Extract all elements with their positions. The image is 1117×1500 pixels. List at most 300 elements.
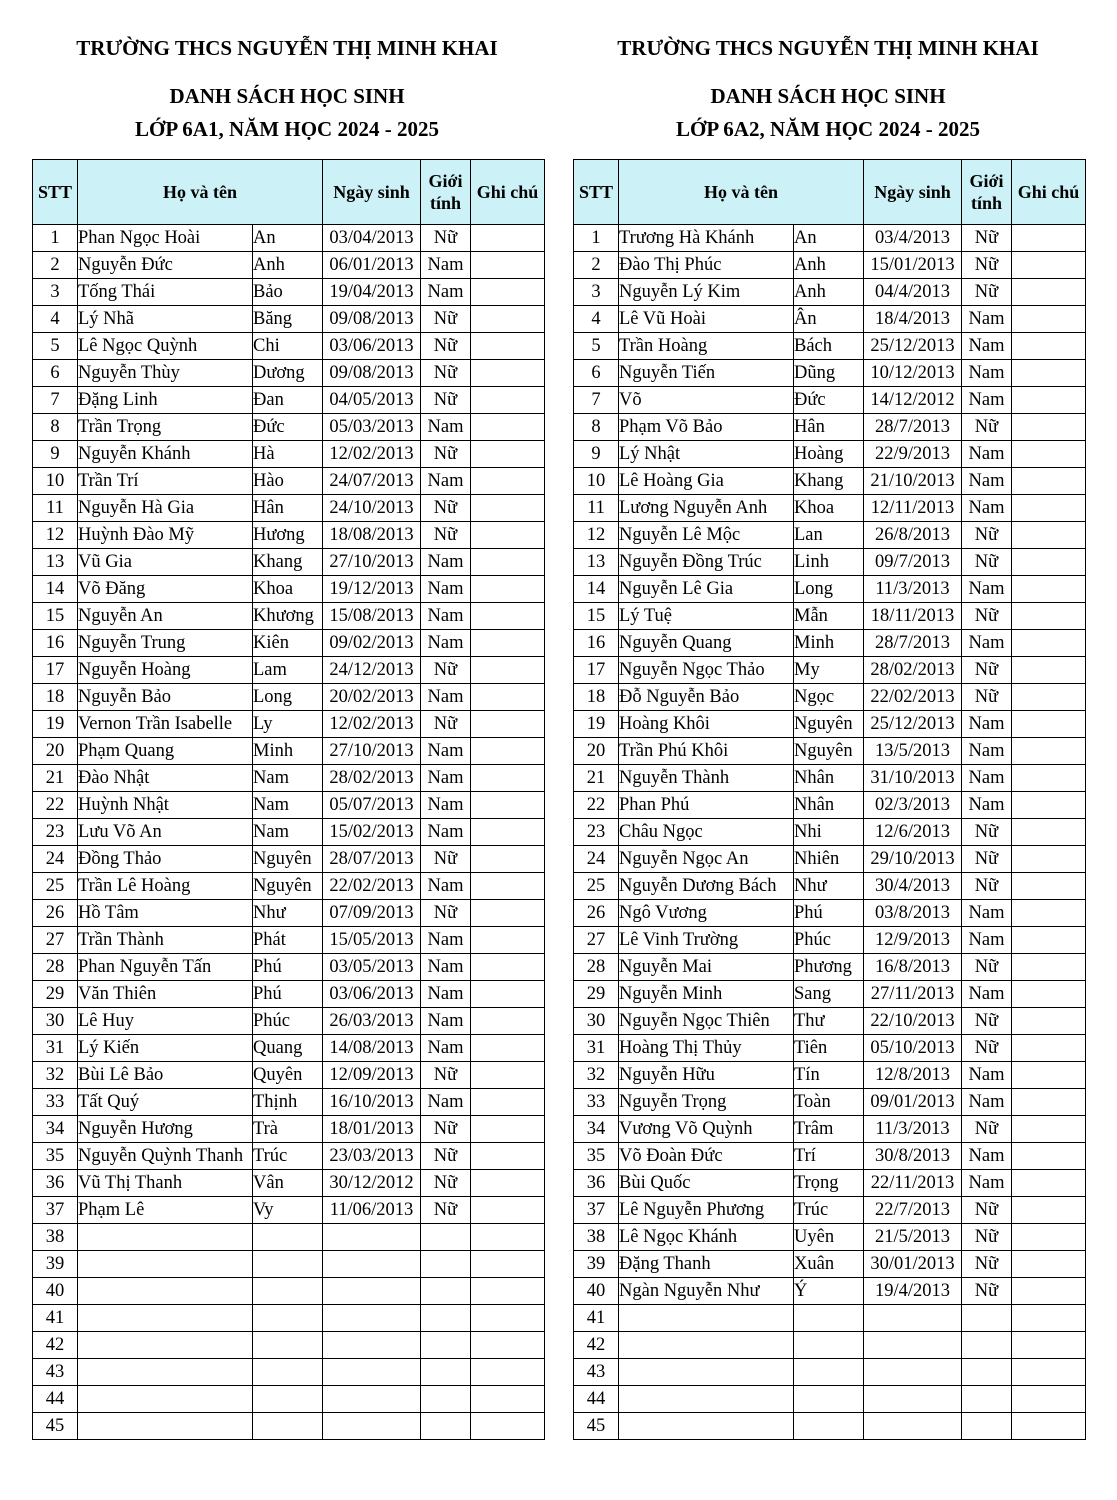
note-cell bbox=[471, 1035, 545, 1062]
note-cell bbox=[1012, 1413, 1086, 1440]
dob-cell: 30/01/2013 bbox=[864, 1251, 962, 1278]
table-row bbox=[574, 657, 1086, 684]
given-name-cell bbox=[253, 1386, 323, 1413]
table-row bbox=[33, 279, 545, 306]
table-row bbox=[574, 954, 1086, 981]
dob-cell: 05/03/2013 bbox=[323, 414, 421, 441]
surname-cell: Trần Phú Khôi bbox=[619, 738, 794, 765]
table-row bbox=[33, 738, 545, 765]
stt-cell: 23 bbox=[574, 819, 619, 846]
dob-cell: 27/11/2013 bbox=[864, 981, 962, 1008]
note-cell bbox=[471, 657, 545, 684]
note-cell bbox=[1012, 927, 1086, 954]
note-cell bbox=[471, 927, 545, 954]
given-name-cell: Anh bbox=[794, 279, 864, 306]
dob-cell: 18/08/2013 bbox=[323, 522, 421, 549]
dob-cell: 21/10/2013 bbox=[864, 468, 962, 495]
gender-cell: Nữ bbox=[421, 306, 471, 333]
note-cell bbox=[1012, 873, 1086, 900]
stt-cell: 22 bbox=[33, 792, 78, 819]
gender-cell: Nam bbox=[421, 738, 471, 765]
class-subtitle: LỚP 6A2, NĂM HỌC 2024 - 2025 bbox=[676, 117, 980, 141]
note-cell bbox=[471, 819, 545, 846]
given-name-cell: Phúc bbox=[253, 1008, 323, 1035]
surname-cell: Phạm Lê bbox=[78, 1197, 253, 1224]
surname-cell: Phạm Quang bbox=[78, 738, 253, 765]
table-row bbox=[33, 900, 545, 927]
stt-cell: 34 bbox=[33, 1116, 78, 1143]
surname-cell: Lý Nhã bbox=[78, 306, 253, 333]
note-cell bbox=[1012, 1197, 1086, 1224]
given-name-cell: Đức bbox=[253, 414, 323, 441]
table-row bbox=[33, 387, 545, 414]
table-row bbox=[574, 468, 1086, 495]
note-cell bbox=[471, 1386, 545, 1413]
surname-cell: Võ Đoàn Đức bbox=[619, 1143, 794, 1170]
note-cell bbox=[471, 279, 545, 306]
dob-cell: 03/06/2013 bbox=[323, 333, 421, 360]
given-name-cell: Tín bbox=[794, 1062, 864, 1089]
stt-cell: 16 bbox=[33, 630, 78, 657]
note-cell bbox=[471, 576, 545, 603]
stt-cell: 20 bbox=[33, 738, 78, 765]
given-name-cell bbox=[794, 1332, 864, 1359]
stt-cell: 14 bbox=[574, 576, 619, 603]
surname-cell: Lê Vũ Hoài bbox=[619, 306, 794, 333]
dob-cell: 22/11/2013 bbox=[864, 1170, 962, 1197]
dob-cell: 30/4/2013 bbox=[864, 873, 962, 900]
surname-cell bbox=[78, 1332, 253, 1359]
table-row bbox=[574, 1008, 1086, 1035]
stt-cell: 23 bbox=[33, 819, 78, 846]
given-name-cell: Lan bbox=[794, 522, 864, 549]
gender-cell: Nam bbox=[421, 684, 471, 711]
surname-cell: Trần Trí bbox=[78, 468, 253, 495]
given-name-cell: Chi bbox=[253, 333, 323, 360]
dob-cell: 22/10/2013 bbox=[864, 1008, 962, 1035]
table-row bbox=[33, 846, 545, 873]
note-cell bbox=[471, 468, 545, 495]
header-note: Ghi chú bbox=[1012, 160, 1086, 225]
table-row bbox=[574, 1305, 1086, 1332]
table-row bbox=[33, 603, 545, 630]
surname-cell: Nguyễn Khánh bbox=[78, 441, 253, 468]
stt-cell: 9 bbox=[574, 441, 619, 468]
stt-cell: 25 bbox=[574, 873, 619, 900]
table-row bbox=[574, 873, 1086, 900]
list-title: DANH SÁCH HỌC SINH bbox=[710, 84, 946, 108]
surname-cell: Nguyễn Quỳnh Thanh bbox=[78, 1143, 253, 1170]
table-row bbox=[33, 1170, 545, 1197]
dob-cell bbox=[864, 1413, 962, 1440]
header-note: Ghi chú bbox=[471, 160, 545, 225]
note-cell bbox=[1012, 630, 1086, 657]
header-full-name: Họ và tên bbox=[619, 160, 864, 225]
gender-cell: Nam bbox=[421, 252, 471, 279]
note-cell bbox=[471, 1197, 545, 1224]
table-row bbox=[33, 306, 545, 333]
dob-cell: 13/5/2013 bbox=[864, 738, 962, 765]
surname-cell: Nguyễn An bbox=[78, 603, 253, 630]
table-row bbox=[33, 1197, 545, 1224]
given-name-cell bbox=[794, 1305, 864, 1332]
surname-cell: Nguyễn Lý Kim bbox=[619, 279, 794, 306]
table-header-row bbox=[33, 160, 545, 225]
stt-cell: 21 bbox=[33, 765, 78, 792]
surname-cell: Lê Vinh Trường bbox=[619, 927, 794, 954]
surname-cell: Hồ Tâm bbox=[78, 900, 253, 927]
given-name-cell: Kiên bbox=[253, 630, 323, 657]
surname-cell: Nguyễn Minh bbox=[619, 981, 794, 1008]
gender-cell: Nữ bbox=[962, 1278, 1012, 1305]
table-row bbox=[33, 441, 545, 468]
surname-cell: Nguyễn Hữu bbox=[619, 1062, 794, 1089]
given-name-cell bbox=[253, 1332, 323, 1359]
note-cell bbox=[471, 306, 545, 333]
gender-cell: Nam bbox=[962, 981, 1012, 1008]
dob-cell bbox=[323, 1386, 421, 1413]
note-cell bbox=[471, 1278, 545, 1305]
header-gender-line2: tính bbox=[429, 193, 462, 213]
gender-cell bbox=[421, 1251, 471, 1278]
stt-cell: 33 bbox=[33, 1089, 78, 1116]
table-row bbox=[33, 1251, 545, 1278]
table-row bbox=[574, 279, 1086, 306]
given-name-cell: Nhân bbox=[794, 792, 864, 819]
given-name-cell: Thư bbox=[794, 1008, 864, 1035]
note-cell bbox=[471, 684, 545, 711]
given-name-cell: Trà bbox=[253, 1116, 323, 1143]
given-name-cell: My bbox=[794, 657, 864, 684]
given-name-cell: Bảo bbox=[253, 279, 323, 306]
surname-cell: Lê Hoàng Gia bbox=[619, 468, 794, 495]
stt-cell: 6 bbox=[33, 360, 78, 387]
surname-cell bbox=[78, 1413, 253, 1440]
note-cell bbox=[471, 387, 545, 414]
note-cell bbox=[1012, 1278, 1086, 1305]
given-name-cell: Khoa bbox=[253, 576, 323, 603]
stt-cell: 18 bbox=[33, 684, 78, 711]
given-name-cell: Phương bbox=[794, 954, 864, 981]
gender-cell: Nữ bbox=[962, 279, 1012, 306]
given-name-cell: Quang bbox=[253, 1035, 323, 1062]
table-row bbox=[574, 522, 1086, 549]
stt-cell: 26 bbox=[33, 900, 78, 927]
given-name-cell bbox=[253, 1305, 323, 1332]
stt-cell: 6 bbox=[574, 360, 619, 387]
stt-cell: 5 bbox=[574, 333, 619, 360]
dob-cell: 15/01/2013 bbox=[864, 252, 962, 279]
surname-cell: Ngàn Nguyễn Như bbox=[619, 1278, 794, 1305]
list-title: DANH SÁCH HỌC SINH bbox=[169, 84, 405, 108]
given-name-cell: Minh bbox=[253, 738, 323, 765]
stt-cell: 41 bbox=[33, 1305, 78, 1332]
given-name-cell: Hân bbox=[253, 495, 323, 522]
surname-cell: Vernon Trần Isabelle bbox=[78, 711, 253, 738]
gender-cell: Nam bbox=[421, 1035, 471, 1062]
surname-cell: Trần Trọng bbox=[78, 414, 253, 441]
dob-cell: 22/7/2013 bbox=[864, 1197, 962, 1224]
gender-cell: Nam bbox=[962, 333, 1012, 360]
given-name-cell: Như bbox=[253, 900, 323, 927]
gender-cell: Nam bbox=[421, 819, 471, 846]
table-row bbox=[574, 684, 1086, 711]
gender-cell bbox=[421, 1224, 471, 1251]
dob-cell: 22/02/2013 bbox=[864, 684, 962, 711]
note-cell bbox=[471, 252, 545, 279]
dob-cell bbox=[323, 1278, 421, 1305]
stt-cell: 12 bbox=[574, 522, 619, 549]
dob-cell: 12/09/2013 bbox=[323, 1062, 421, 1089]
stt-cell: 27 bbox=[574, 927, 619, 954]
given-name-cell: Khang bbox=[253, 549, 323, 576]
header-dob: Ngày sinh bbox=[323, 160, 421, 225]
stt-cell: 31 bbox=[574, 1035, 619, 1062]
table-row bbox=[574, 765, 1086, 792]
given-name-cell: Lam bbox=[253, 657, 323, 684]
dob-cell bbox=[864, 1386, 962, 1413]
gender-cell: Nam bbox=[421, 765, 471, 792]
stt-cell: 42 bbox=[33, 1332, 78, 1359]
dob-cell: 14/12/2012 bbox=[864, 387, 962, 414]
stt-cell: 33 bbox=[574, 1089, 619, 1116]
stt-cell: 40 bbox=[33, 1278, 78, 1305]
note-cell bbox=[1012, 1089, 1086, 1116]
given-name-cell: Dũng bbox=[794, 360, 864, 387]
student-table bbox=[32, 159, 545, 1440]
given-name-cell: Nhiên bbox=[794, 846, 864, 873]
stt-cell: 41 bbox=[574, 1305, 619, 1332]
table-row bbox=[33, 792, 545, 819]
given-name-cell: Linh bbox=[794, 549, 864, 576]
given-name-cell: Đức bbox=[794, 387, 864, 414]
table-row bbox=[33, 873, 545, 900]
dob-cell bbox=[864, 1359, 962, 1386]
gender-cell: Nữ bbox=[421, 1197, 471, 1224]
given-name-cell: Trúc bbox=[794, 1197, 864, 1224]
gender-cell: Nam bbox=[962, 900, 1012, 927]
surname-cell bbox=[78, 1359, 253, 1386]
dob-cell: 19/04/2013 bbox=[323, 279, 421, 306]
dob-cell: 09/08/2013 bbox=[323, 306, 421, 333]
stt-cell: 39 bbox=[33, 1251, 78, 1278]
note-cell bbox=[471, 765, 545, 792]
given-name-cell: Uyên bbox=[794, 1224, 864, 1251]
stt-cell: 45 bbox=[574, 1413, 619, 1440]
dob-cell: 12/02/2013 bbox=[323, 711, 421, 738]
gender-cell: Nữ bbox=[962, 1116, 1012, 1143]
gender-cell: Nam bbox=[421, 630, 471, 657]
surname-cell: Nguyễn Hương bbox=[78, 1116, 253, 1143]
dob-cell: 03/04/2013 bbox=[323, 225, 421, 252]
dob-cell bbox=[323, 1305, 421, 1332]
given-name-cell: Vân bbox=[253, 1170, 323, 1197]
dob-cell: 14/08/2013 bbox=[323, 1035, 421, 1062]
table-row bbox=[574, 603, 1086, 630]
given-name-cell: Long bbox=[253, 684, 323, 711]
gender-cell: Nữ bbox=[421, 1143, 471, 1170]
table-row bbox=[33, 1359, 545, 1386]
table-row bbox=[33, 576, 545, 603]
note-cell bbox=[1012, 954, 1086, 981]
surname-cell: Nguyễn Thành bbox=[619, 765, 794, 792]
note-cell bbox=[1012, 1386, 1086, 1413]
header-gender bbox=[962, 160, 1012, 225]
table-row bbox=[574, 1089, 1086, 1116]
gender-cell: Nữ bbox=[421, 225, 471, 252]
gender-cell: Nữ bbox=[421, 522, 471, 549]
stt-cell: 32 bbox=[574, 1062, 619, 1089]
surname-cell: Trần Hoàng bbox=[619, 333, 794, 360]
surname-cell: Đỗ Nguyễn Bảo bbox=[619, 684, 794, 711]
note-cell bbox=[1012, 468, 1086, 495]
table-row bbox=[33, 1008, 545, 1035]
table-row bbox=[574, 1278, 1086, 1305]
note-cell bbox=[471, 711, 545, 738]
table-row bbox=[574, 792, 1086, 819]
table-row bbox=[33, 468, 545, 495]
note-cell bbox=[1012, 900, 1086, 927]
gender-cell: Nữ bbox=[962, 684, 1012, 711]
note-cell bbox=[471, 1224, 545, 1251]
note-cell bbox=[471, 1305, 545, 1332]
surname-cell: Lê Huy bbox=[78, 1008, 253, 1035]
stt-cell: 16 bbox=[574, 630, 619, 657]
header-dob: Ngày sinh bbox=[864, 160, 962, 225]
surname-cell: Nguyễn Đức bbox=[78, 252, 253, 279]
given-name-cell: Trúc bbox=[253, 1143, 323, 1170]
dob-cell: 09/01/2013 bbox=[864, 1089, 962, 1116]
table-row bbox=[33, 414, 545, 441]
given-name-cell: Long bbox=[794, 576, 864, 603]
stt-cell: 45 bbox=[33, 1413, 78, 1440]
gender-cell: Nữ bbox=[962, 1035, 1012, 1062]
gender-cell: Nam bbox=[962, 1170, 1012, 1197]
table-row bbox=[33, 225, 545, 252]
surname-cell: Nguyễn Thùy bbox=[78, 360, 253, 387]
table-row bbox=[574, 360, 1086, 387]
note-cell bbox=[1012, 1170, 1086, 1197]
gender-cell: Nam bbox=[421, 414, 471, 441]
stt-cell: 27 bbox=[33, 927, 78, 954]
gender-cell: Nữ bbox=[962, 954, 1012, 981]
dob-cell: 28/7/2013 bbox=[864, 414, 962, 441]
note-cell bbox=[1012, 549, 1086, 576]
table-row bbox=[33, 1062, 545, 1089]
given-name-cell: Trọng bbox=[794, 1170, 864, 1197]
gender-cell: Nữ bbox=[962, 603, 1012, 630]
table-row bbox=[574, 927, 1086, 954]
dob-cell bbox=[323, 1413, 421, 1440]
dob-cell: 27/10/2013 bbox=[323, 738, 421, 765]
note-cell bbox=[1012, 684, 1086, 711]
surname-cell: Nguyễn Lê Gia bbox=[619, 576, 794, 603]
gender-cell: Nam bbox=[421, 927, 471, 954]
stt-cell: 10 bbox=[574, 468, 619, 495]
surname-cell bbox=[78, 1251, 253, 1278]
table-row bbox=[33, 927, 545, 954]
given-name-cell: Trâm bbox=[794, 1116, 864, 1143]
surname-cell bbox=[619, 1386, 794, 1413]
table-row bbox=[33, 360, 545, 387]
gender-cell: Nữ bbox=[421, 441, 471, 468]
surname-cell: Lưu Võ An bbox=[78, 819, 253, 846]
table-row bbox=[574, 711, 1086, 738]
surname-cell: Đào Thị Phúc bbox=[619, 252, 794, 279]
table-row bbox=[574, 441, 1086, 468]
stt-cell: 31 bbox=[33, 1035, 78, 1062]
table-row bbox=[574, 1143, 1086, 1170]
table-row bbox=[574, 1251, 1086, 1278]
gender-cell: Nữ bbox=[962, 549, 1012, 576]
surname-cell: Nguyễn Đồng Trúc bbox=[619, 549, 794, 576]
dob-cell: 24/10/2013 bbox=[323, 495, 421, 522]
stt-cell: 25 bbox=[33, 873, 78, 900]
dob-cell bbox=[323, 1332, 421, 1359]
surname-cell: Phan Phú bbox=[619, 792, 794, 819]
gender-cell: Nữ bbox=[962, 1224, 1012, 1251]
dob-cell: 04/05/2013 bbox=[323, 387, 421, 414]
dob-cell: 28/02/2013 bbox=[864, 657, 962, 684]
given-name-cell: An bbox=[253, 225, 323, 252]
dob-cell: 30/12/2012 bbox=[323, 1170, 421, 1197]
table-row bbox=[33, 252, 545, 279]
given-name-cell bbox=[794, 1359, 864, 1386]
surname-cell bbox=[619, 1332, 794, 1359]
gender-cell: Nữ bbox=[421, 657, 471, 684]
surname-cell bbox=[78, 1224, 253, 1251]
stt-cell: 38 bbox=[33, 1224, 78, 1251]
surname-cell: Bùi Quốc bbox=[619, 1170, 794, 1197]
surname-cell: Huỳnh Đào Mỹ bbox=[78, 522, 253, 549]
dob-cell: 20/02/2013 bbox=[323, 684, 421, 711]
table-row bbox=[574, 495, 1086, 522]
stt-cell: 2 bbox=[33, 252, 78, 279]
dob-cell: 03/8/2013 bbox=[864, 900, 962, 927]
note-cell bbox=[471, 630, 545, 657]
surname-cell: Trần Lê Hoàng bbox=[78, 873, 253, 900]
note-cell bbox=[1012, 360, 1086, 387]
dob-cell: 09/02/2013 bbox=[323, 630, 421, 657]
dob-cell: 18/4/2013 bbox=[864, 306, 962, 333]
stt-cell: 20 bbox=[574, 738, 619, 765]
stt-cell: 4 bbox=[574, 306, 619, 333]
note-cell bbox=[1012, 819, 1086, 846]
school-name: TRƯỜNG THCS NGUYỄN THỊ MINH KHAI bbox=[617, 36, 1039, 60]
dob-cell: 11/3/2013 bbox=[864, 1116, 962, 1143]
note-cell bbox=[471, 333, 545, 360]
given-name-cell: Xuân bbox=[794, 1251, 864, 1278]
given-name-cell: Ngọc bbox=[794, 684, 864, 711]
surname-cell: Phan Ngọc Hoài bbox=[78, 225, 253, 252]
dob-cell: 05/10/2013 bbox=[864, 1035, 962, 1062]
dob-cell: 31/10/2013 bbox=[864, 765, 962, 792]
surname-cell: Lê Ngọc Quỳnh bbox=[78, 333, 253, 360]
surname-cell: Nguyễn Ngọc Thiên bbox=[619, 1008, 794, 1035]
dob-cell: 11/06/2013 bbox=[323, 1197, 421, 1224]
stt-cell: 34 bbox=[574, 1116, 619, 1143]
note-cell bbox=[1012, 252, 1086, 279]
dob-cell: 12/02/2013 bbox=[323, 441, 421, 468]
stt-cell: 17 bbox=[33, 657, 78, 684]
dob-cell: 25/12/2013 bbox=[864, 711, 962, 738]
gender-cell bbox=[962, 1386, 1012, 1413]
given-name-cell: Nguyên bbox=[253, 846, 323, 873]
dob-cell: 24/12/2013 bbox=[323, 657, 421, 684]
note-cell bbox=[1012, 414, 1086, 441]
table-row bbox=[574, 1413, 1086, 1440]
gender-cell: Nam bbox=[962, 927, 1012, 954]
